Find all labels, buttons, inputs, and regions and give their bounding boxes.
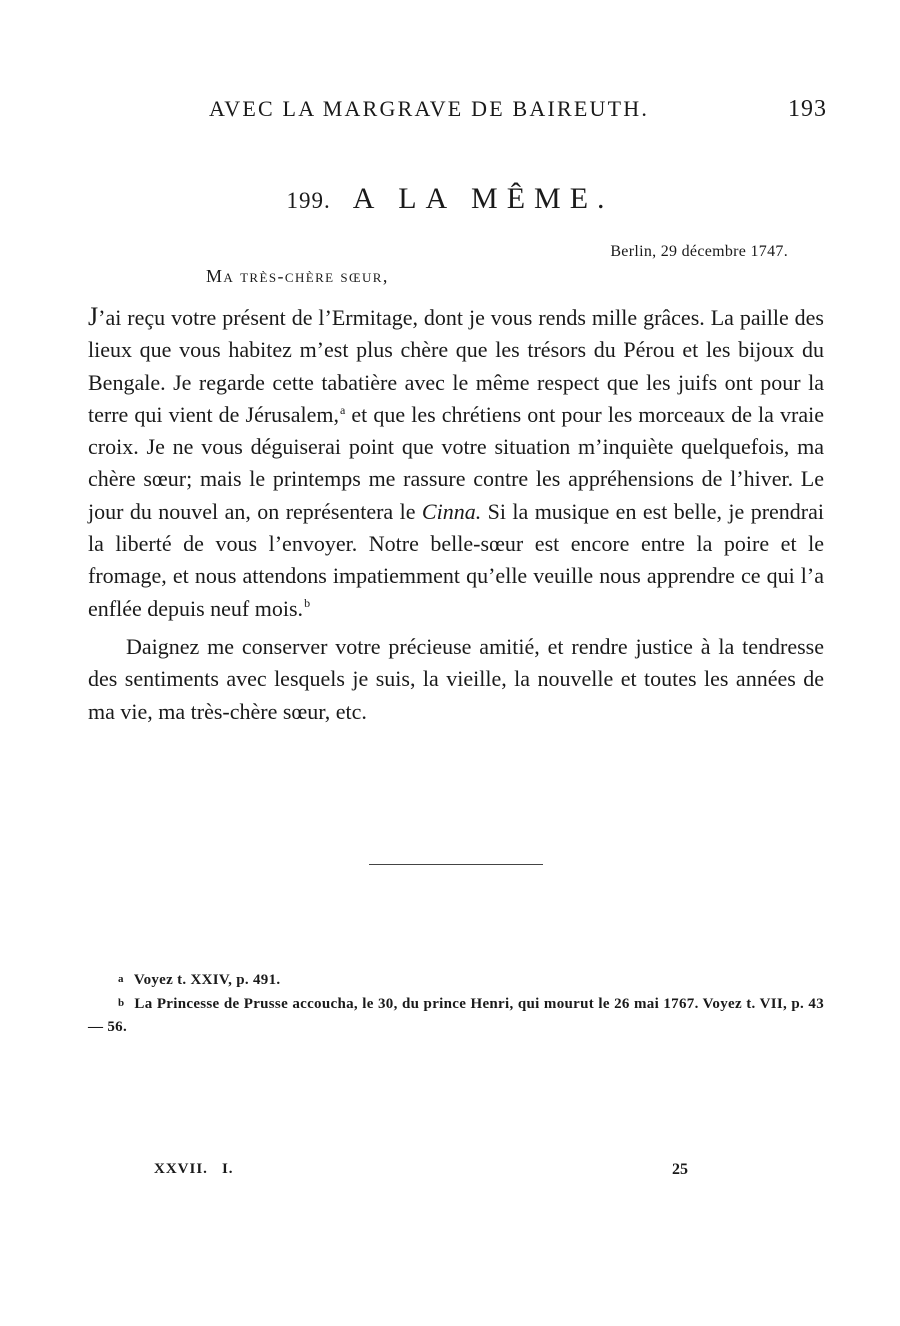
running-head <box>0 96 900 130</box>
footnote-item <box>88 992 824 1039</box>
footnote-mark: a <box>118 973 124 985</box>
paragraph-text: ’ai reçu votre présent de l’Ermitage, dont je vous rends mille grâces. La paille des lieux que vous habitez m’est plus chère que les trésors du Pérou et les bijoux du Bengale. Je regarde cette tabatière avec le même respect que les juifs ont pour la terre qui vient de Jérusalem, <box>88 305 824 427</box>
letter-title: A LA MÊME. <box>352 182 614 215</box>
footnote-text: La Princesse de Prusse accoucha, le 30, du prince Henri, qui mourut le 26 mai 1767. Voyez t. VII, p. 43 — 56. <box>88 996 824 1035</box>
letter-body <box>88 301 824 728</box>
printer-signature <box>154 1161 234 1178</box>
letter-paragraph-2: Daignez me conserver votre précieuse amitié, et rendre justice à la tendresse des sentiments avec lesquels je suis, la vieille, la nouvelle et toutes les années de ma vie, ma très-chère sœur, etc. <box>88 633 824 724</box>
signature-volume: XXVII. <box>154 1161 208 1177</box>
footnote-text: Voyez t. XXIV, p. 491. <box>133 972 281 988</box>
paragraph-text: et que les chrétiens ont pour les morceaux de la vraie croix. Je ne vous déguiserai point que votre situation m’inquiète quelquefois, ma chère sœur; mais le printemps me rassure contre les appréhensions de l’hiver. Le jour du nouvel an, on représentera le <box>88 401 824 524</box>
letter-number: 199. <box>286 188 331 213</box>
letter-paragraph-1 <box>88 301 824 625</box>
footnote-mark: b <box>118 997 125 1009</box>
footnote-item <box>88 968 824 992</box>
salutation: Ma très-chère sœur, <box>206 266 389 286</box>
footnotes <box>88 968 824 1039</box>
italic-title: Cinna. <box>421 498 482 524</box>
drop-cap: J <box>88 302 99 331</box>
signature-part: I. <box>221 1161 234 1177</box>
running-title: AVEC LA MARGRAVE DE BAIREUTH. <box>209 96 650 121</box>
footnote-divider <box>369 864 543 865</box>
footnote-ref-b: b <box>304 596 311 611</box>
footnote-ref-a: a <box>339 402 346 417</box>
sheet-number: 25 <box>672 1161 688 1178</box>
dateline: Berlin, 29 décembre 1747. <box>610 243 788 260</box>
page-number: 193 <box>788 96 827 122</box>
letter-heading <box>0 182 900 216</box>
paragraph-text: Si la musique en est belle, je prendrai la liberté de vous l’envoyer. Notre belle-sœur est encore entre la poire et le fromage, et nous attendons impatiemment qu’elle veuille nous apprendre ce qui l’a enflée depuis neuf mois. <box>88 498 824 621</box>
